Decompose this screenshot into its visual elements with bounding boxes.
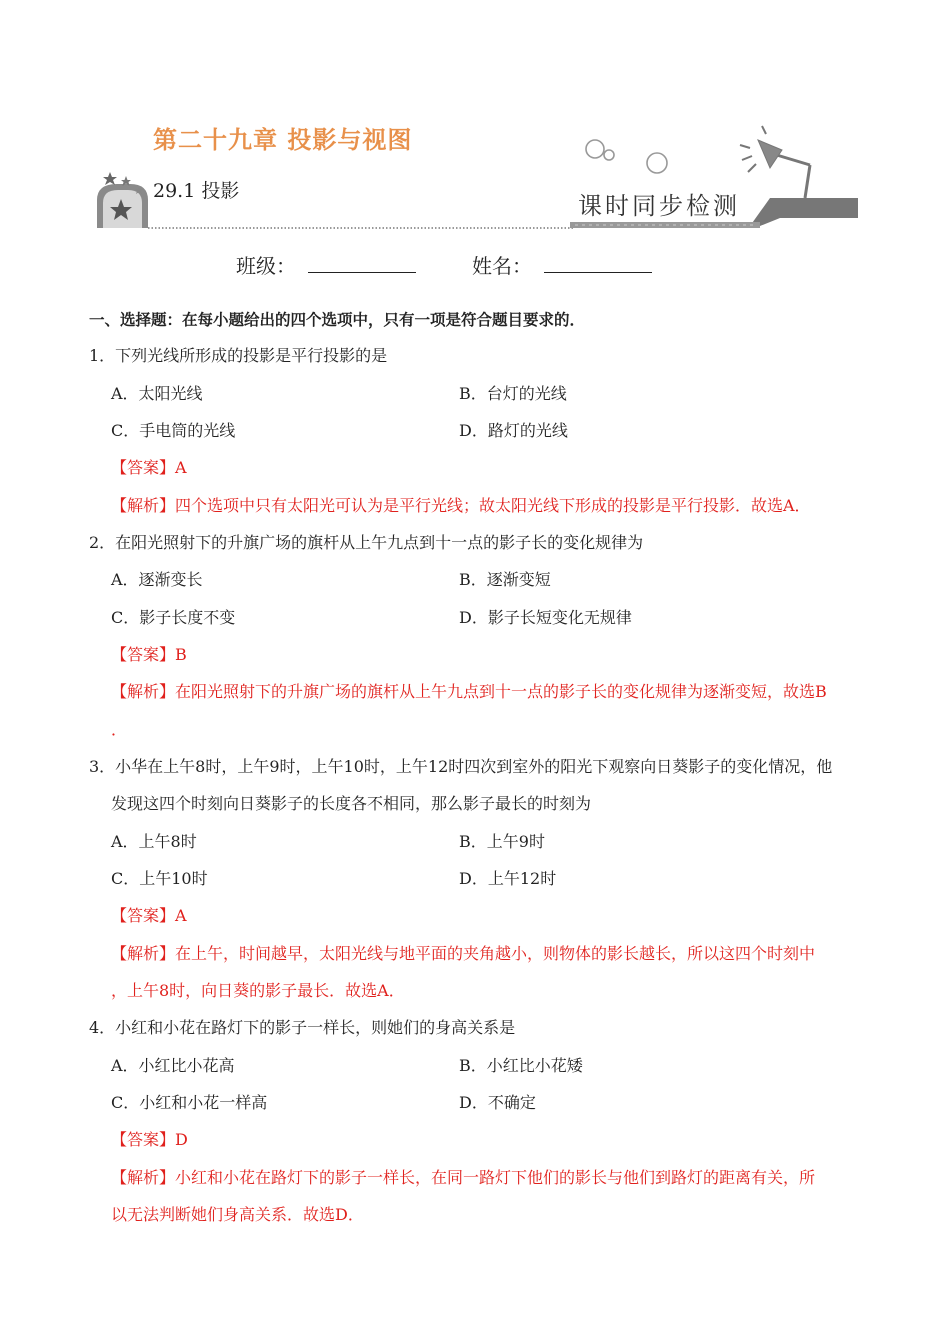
question-4-answer: 【答案】D xyxy=(111,1130,188,1149)
section-heading: 一、选择题：在每小题给出的四个选项中，只有一项是符合题目要求的． xyxy=(89,311,586,329)
question-4-option-b: B．小红比小花矮 xyxy=(459,1056,583,1075)
header-banner-art xyxy=(0,0,950,240)
question-stem-2: 2．在阳光照射下的升旗广场的旗杆从上午九点到十一点的影子长的变化规律为 xyxy=(89,533,644,552)
question-3-option-b: B．上午9时 xyxy=(459,832,545,851)
question-2-option-d: D．影子长短变化无规律 xyxy=(459,608,632,627)
question-4-analysis-line-2: 以无法判断她们身高关系．故选D． xyxy=(111,1205,364,1224)
question-4-option-d: D．不确定 xyxy=(459,1093,536,1112)
question-4-analysis-line-1: 【解析】小红和小花在路灯下的影子一样长，在同一路灯下他们的影长与他们到路灯的距离有关，所 xyxy=(111,1168,816,1187)
question-2-answer: 【答案】B xyxy=(111,645,187,664)
question-1-analysis: 【解析】四个选项中只有太阳光可认为是平行光线；故太阳光线下形成的投影是平行投影．故选A． xyxy=(111,496,811,515)
bubbles-icon xyxy=(586,140,667,173)
question-2-option-c: C．影子长度不变 xyxy=(111,608,236,627)
class-blank[interactable] xyxy=(308,254,416,273)
question-3-option-a: A．上午8时 xyxy=(111,832,197,851)
question-1-answer: 【答案】A xyxy=(111,458,187,477)
name-label: 姓名： xyxy=(472,254,532,278)
question-2-option-b: B．逐渐变短 xyxy=(459,570,551,589)
section-title: 29.1 投影 xyxy=(153,180,240,202)
question-4-option-c: C．小红和小花一样高 xyxy=(111,1093,268,1112)
question-1-option-b: B．台灯的光线 xyxy=(459,384,567,403)
question-3-analysis-line-2: ，上午8时，向日葵的影子最长．故选A． xyxy=(111,981,405,1000)
class-label: 班级： xyxy=(236,254,296,278)
question-4-option-a: A．小红比小花高 xyxy=(111,1056,235,1075)
question-3-analysis-line-1: 【解析】在上午，时间越早，太阳光线与地平面的夹角越小，则物体的影长越长，所以这四个时刻中 xyxy=(111,944,816,963)
question-3-option-d: D．上午12时 xyxy=(459,869,557,888)
name-blank[interactable] xyxy=(544,254,652,273)
question-stem-4: 4．小红和小花在路灯下的影子一样长，则她们的身高关系是 xyxy=(89,1018,516,1037)
question-1-option-a: A．太阳光线 xyxy=(111,384,203,403)
question-1-option-c: C．手电筒的光线 xyxy=(111,421,236,440)
star-badge-icon xyxy=(97,172,148,228)
question-2-option-a: A．逐渐变长 xyxy=(111,570,203,589)
question-stem-3: 3．小华在上午8时，上午9时，上午10时，上午12时四次到室外的阳光下观察向日葵影子的变化情况，他 xyxy=(89,757,833,776)
question-stem-3-line-2: 发现这四个时刻向日葵影子的长度各不相同，那么影子最长的时刻为 xyxy=(111,794,592,813)
student-info-row xyxy=(236,250,652,279)
question-3-answer: 【答案】A xyxy=(111,906,187,925)
banner-label: 课时同步检测 xyxy=(578,192,740,220)
question-2-analysis-line-1: 【解析】在阳光照射下的升旗广场的旗杆从上午九点到十一点的影子长的变化规律为逐渐变短，故选B xyxy=(111,682,827,701)
question-3-option-c: C．上午10时 xyxy=(111,869,208,888)
desk-lamp-icon xyxy=(740,126,810,198)
question-2-analysis-line-2: ． xyxy=(111,720,128,739)
chapter-title: 第二十九章 投影与视图 xyxy=(153,126,413,154)
question-1-option-d: D．路灯的光线 xyxy=(459,421,568,440)
question-stem-1: 1．下列光线所形成的投影是平行投影的是 xyxy=(89,346,388,365)
